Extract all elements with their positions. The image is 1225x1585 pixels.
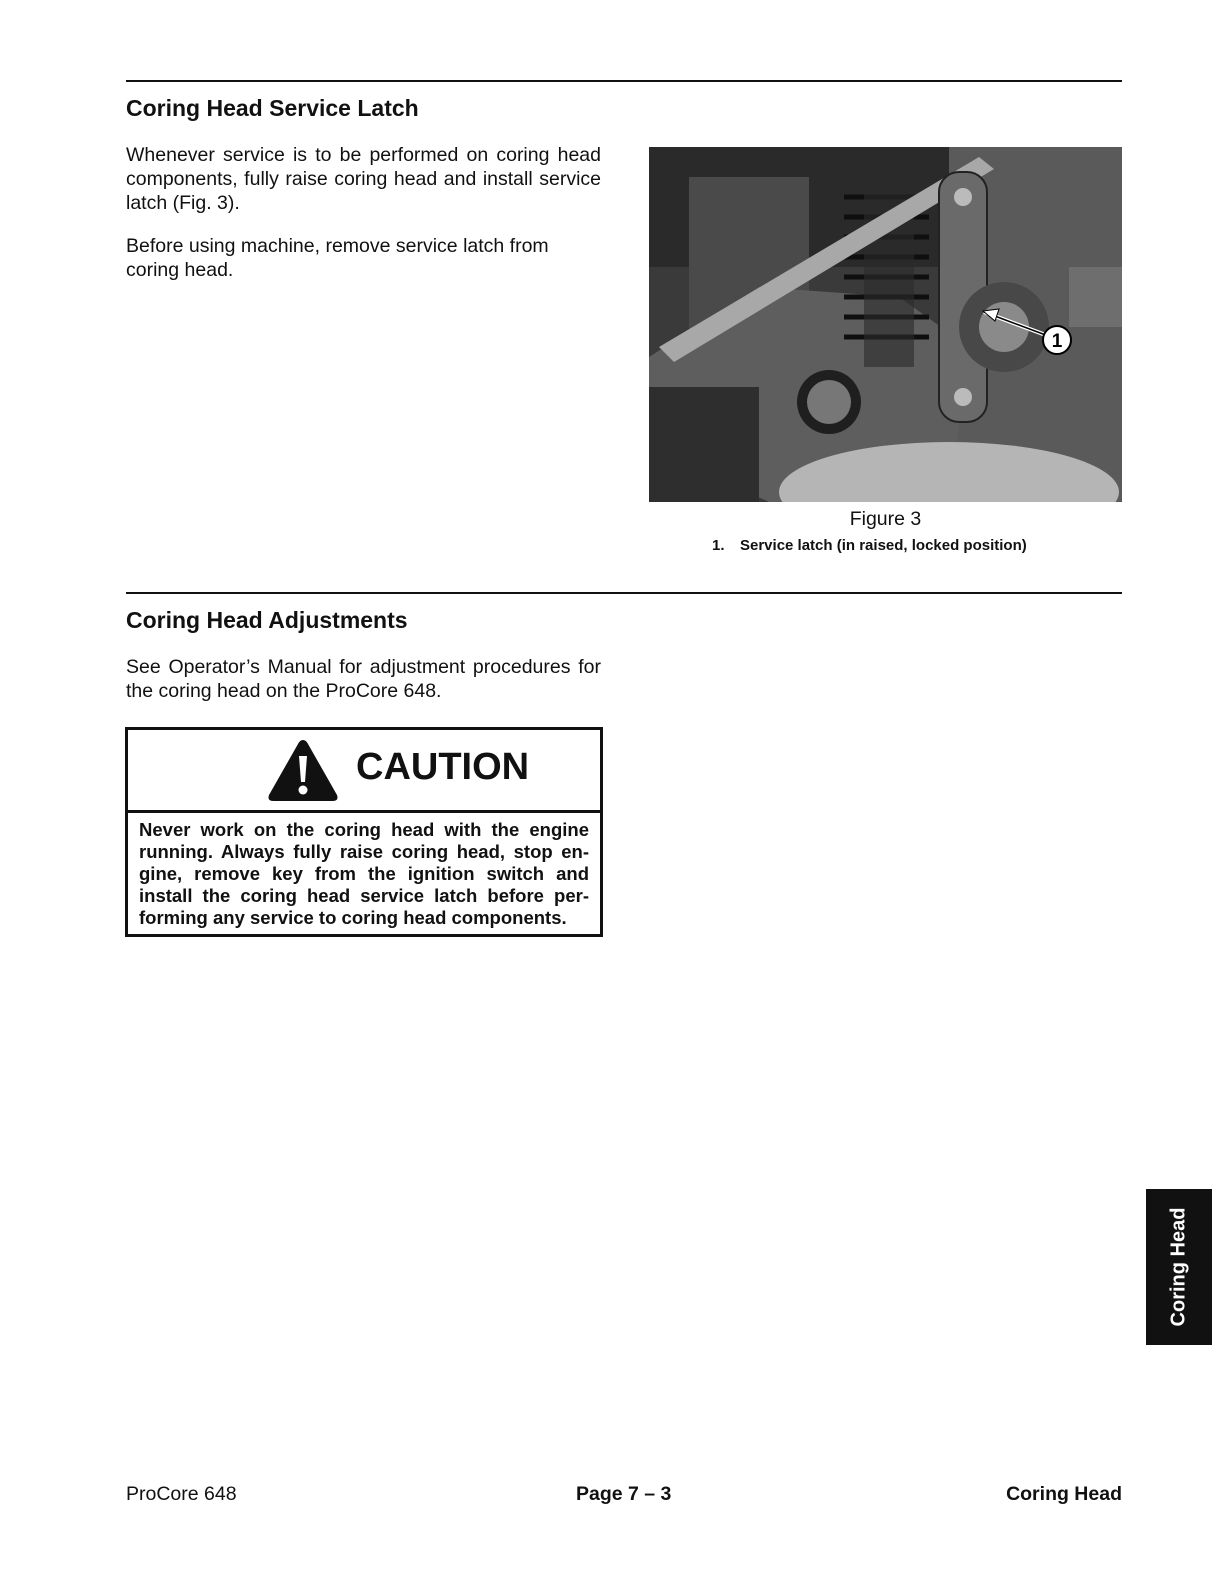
section-title-service-latch: Coring Head Service Latch (126, 95, 419, 121)
caution-header (128, 730, 600, 813)
section-title-adjustments: Coring Head Adjustments (126, 607, 408, 633)
caution-box (125, 727, 603, 937)
section-rule (126, 592, 1122, 594)
figure-legend-text: Service latch (in raised, locked position) (740, 537, 1027, 554)
footer-page-number: Page 7 – 3 (576, 1483, 672, 1505)
figure-legend (712, 537, 1027, 554)
top-rule (126, 80, 1122, 82)
figure-callout-1: 1 (1051, 331, 1063, 352)
figure-3-photo (649, 147, 1122, 502)
caution-label: CAUTION (356, 746, 530, 788)
footer-chapter: Coring Head (1006, 1483, 1122, 1505)
caution-message: Never work on the coring head with the engine running. Always fully raise coring head, stop en-gine, remove key from the ignition switch and install the coring head service latch before per-forming any service to coring head components. (139, 819, 589, 928)
warning-triangle-icon (266, 738, 340, 804)
figure-legend-number: 1. (712, 537, 725, 554)
service-latch-paragraph-1: Whenever service is to be performed on coring head components, fully raise coring head and install service latch (Fig. 3). (126, 144, 601, 214)
footer-product: ProCore 648 (126, 1483, 237, 1505)
section-side-tab (1146, 1189, 1212, 1345)
service-latch-paragraph-2: Before using machine, remove service latch from coring head. (126, 235, 549, 281)
figure-caption: Figure 3 (849, 508, 922, 530)
adjustments-paragraph: See Operator’s Manual for adjustment procedures for the coring head on the ProCore 648. (126, 656, 601, 702)
side-tab-label: Coring Head (1167, 1207, 1190, 1327)
